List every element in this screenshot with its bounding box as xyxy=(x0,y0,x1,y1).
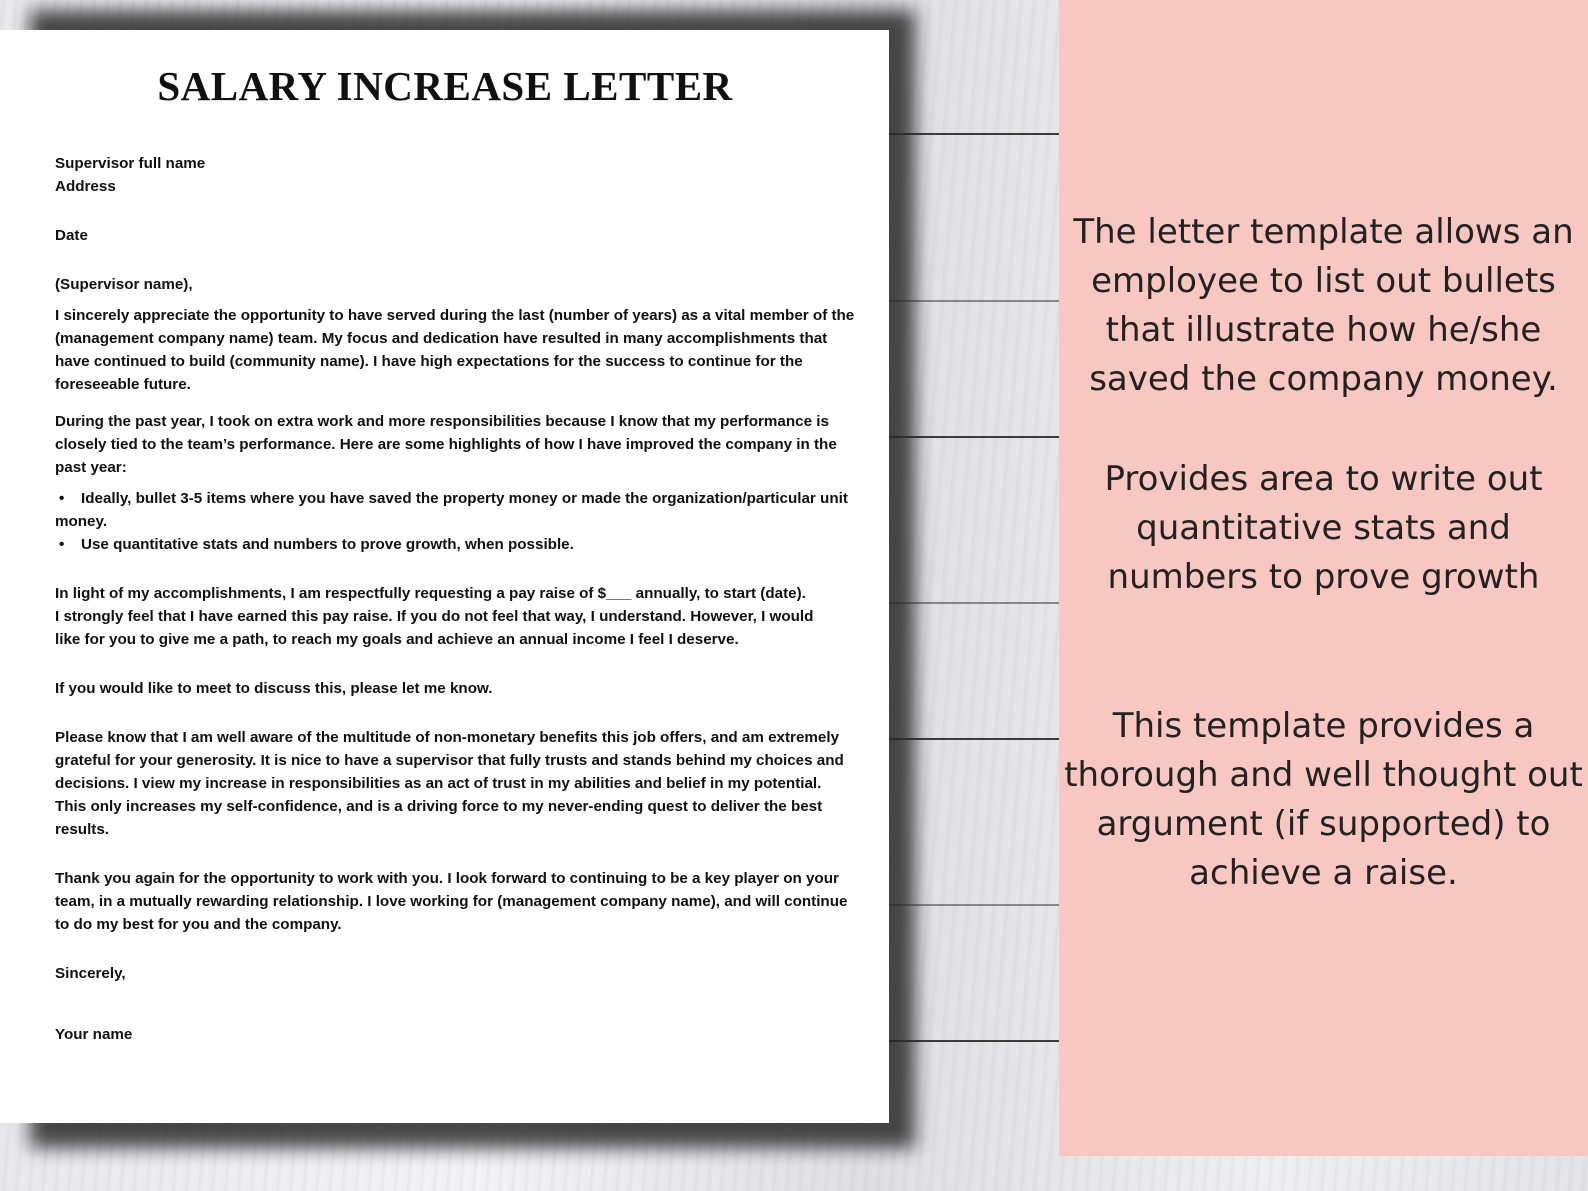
paragraph-meeting: If you would like to meet to discuss this, please let me know. xyxy=(55,680,493,697)
salutation: (Supervisor name), xyxy=(55,276,193,293)
description-argument: This template provides a thorough and well thought out argument (if supported) to achieve a raise. xyxy=(1064,706,1583,893)
address-line: Address xyxy=(55,178,116,195)
bullet-icon: • xyxy=(59,490,65,507)
description-stats: Provides area to write out quantitative stats and numbers to prove growth xyxy=(1104,459,1543,597)
closing: Sincerely, xyxy=(55,965,126,982)
list-item: • Use quantitative stats and numbers to prove growth, when possible. xyxy=(55,533,855,556)
description-bullets: The letter template allows an employee to list out bullets that illustrate how he/she saved the company money. xyxy=(1073,212,1574,399)
highlights-list xyxy=(55,487,855,556)
paragraph-justification: I strongly feel that I have earned this pay raise. If you do not feel that way, I understand. However, I would like for you to give me a path, to reach my goals and achieve an annual income I feel I deserve. xyxy=(55,608,814,648)
letter-page xyxy=(0,30,889,1123)
paragraph-thanks: Thank you again for the opportunity to work with you. I look forward to continuing to be a key player on your team, in a mutually rewarding relationship. I love working for (management company name), and will continue to do my best for you and the company. xyxy=(55,870,848,933)
supervisor-name-line: Supervisor full name xyxy=(55,155,206,172)
paragraph-request: In light of my accomplishments, I am respectfully requesting a pay raise of $___ annually, to start (date). xyxy=(55,585,806,602)
paragraph-responsibilities: During the past year, I took on extra work and more responsibilities because I know that my performance is closely tied to the team’s performance. Here are some highlights of how I have improved the company in the past year: xyxy=(55,413,837,476)
list-item: • Ideally, bullet 3-5 items where you have saved the property money or made the organization/particular unit money. xyxy=(55,487,855,533)
signature: Your name xyxy=(55,1026,133,1043)
paragraph-intro: I sincerely appreciate the opportunity to have served during the last (number of years) as a vital member of the (management company name) team. My focus and dedication have resulted in many accomplishments that have continued to build (community name). I have high expectations for the success to continue for the foreseeable future. xyxy=(55,307,855,393)
paragraph-benefits: Please know that I am well aware of the multitude of non-monetary benefits this job offers, and am extremely grateful for your generosity. It is nice to have a supervisor that fully trusts and stands behind my choices and decisions. I view my increase in responsibilities as an act of trust in my abilities and belief in my potential. This only increases my self-confidence, and is a driving force to my never-ending quest to deliver the best results. xyxy=(55,729,844,838)
letter-title: SALARY INCREASE LETTER xyxy=(157,63,733,109)
date-line: Date xyxy=(55,227,88,244)
description-panel xyxy=(1059,0,1588,1156)
bullet-icon: • xyxy=(59,536,65,553)
